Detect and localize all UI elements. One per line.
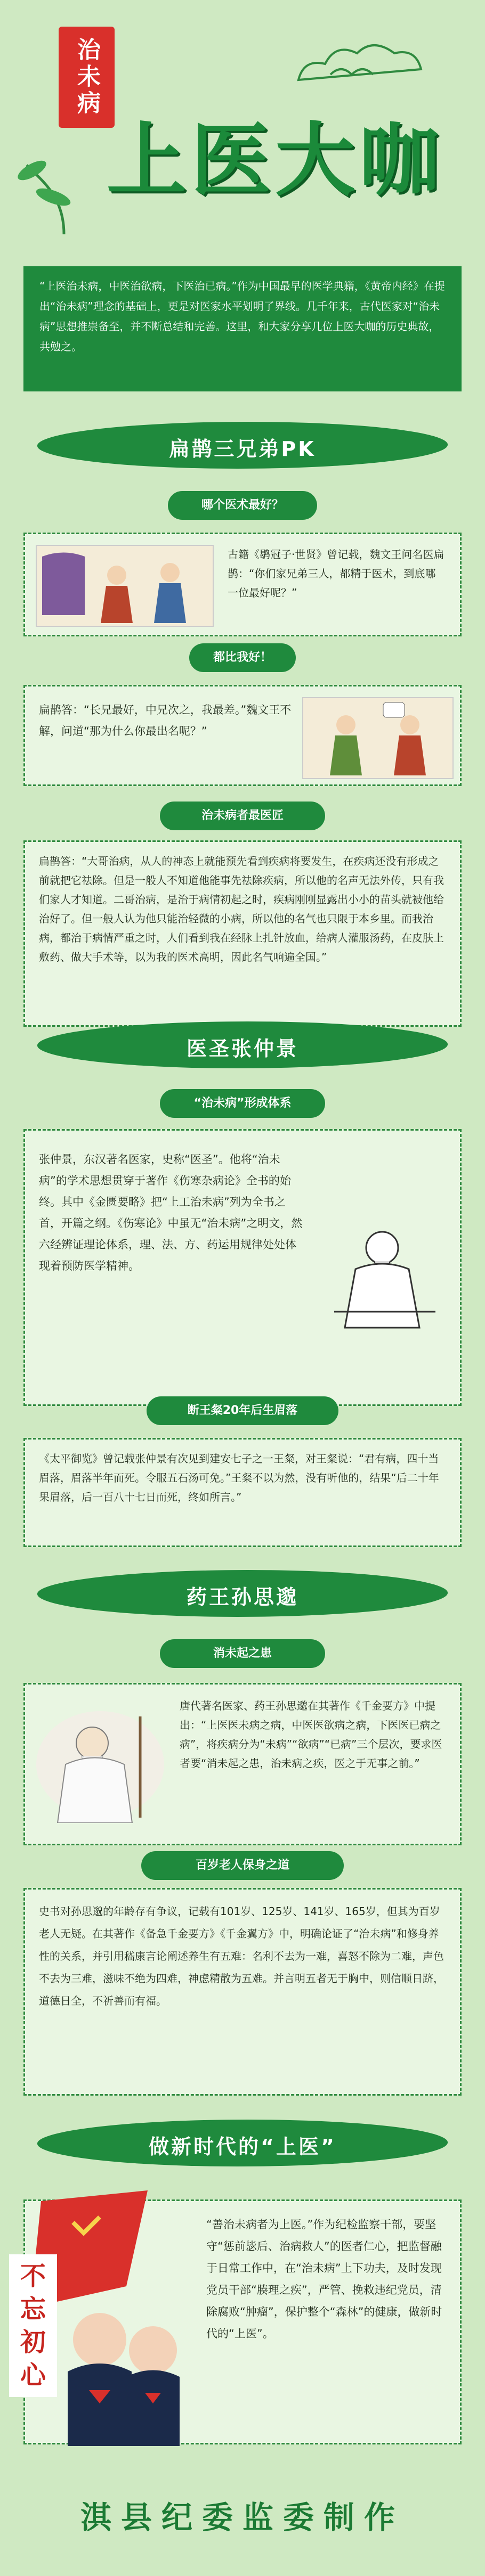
section3-card-2: [23, 1888, 462, 2096]
seal-text: 治未病: [73, 37, 100, 117]
section4-text: “善治未病者为上医。”作为纪检监察干部，要坚守“惩前毖后、治病救人”的医者仁心，把监督融于日常工作中，在“治未病”上下功夫，及时发现党员干部“腠理之疾”，严管、挽救违纪党员，清除腐败“肿瘤”，保护整个“森林”的健康，做新时代的“上医”。: [206, 2218, 442, 2340]
section1-pill-1: 哪个医术最好？: [168, 491, 317, 520]
section1-text-2: 扁鹊答：“长兄最好，中兄次之，我最差。”魏文王不解，问道“那为什么你最出名呢？”: [39, 704, 292, 738]
section2-title: 医圣张仲景: [186, 1037, 298, 1060]
section2-pill-1: “治未病”形成体系: [160, 1089, 325, 1118]
illustration-bian-que: [302, 697, 454, 779]
section2-card-1: [23, 1129, 462, 1406]
illustration-king-and-doctor: [36, 545, 214, 627]
intro-card: [23, 266, 462, 391]
section1-title: 扁鹊三兄弟PK: [169, 437, 316, 461]
illustration-party-poster: [9, 2180, 201, 2446]
intro-text: “上医治未病，中医治欲病，下医治已病。”作为中国最早的医学典籍，《黄帝内经》在提出“治未病”理念的基础上，更是对医家水平划明了界线。几千年来，古代医家对“治未病”思想推崇备至，并不断总结和完善。这里，和大家分享几位上医大咖的历史典故，共勉之。: [39, 280, 445, 353]
section2-text-2: 《太平御览》曾记载张仲景有次见到建安七子之一王粲，对王粲说：“君有病，四十当眉落，眉落半年而死。令服五石汤可免。”王粲不以为然，没有听他的，结果“后二十年果眉落，后一百八十七日而死，终如所言。”: [39, 1452, 439, 1503]
section1-card-1: [23, 533, 462, 636]
section3-banner: [37, 1570, 448, 1617]
section1-text-3: 扁鹊答：“大哥治病，从人的神态上就能预先看到疾病将要发生，在疾病还没有形成之前就把它祛除。但是一般人不知道他能事先祛除疾病，所以他的名声无法外传，只有我们家人才知道。二哥治病，是治于病情初起之时，疾病刚刚显露出小小的苗头就被他给治好了。但一般人认为他只能治轻微的小病，所以他的名气也只限于本乡里。而我治病，都治于病情严重之时，人们看到我在经脉上扎针放血，给病人灌服汤药，在皮肤上敷药、做大手术等，以为我的医术高明，因此名气响遍全国。”: [39, 855, 444, 963]
section4-banner: [37, 2120, 448, 2166]
section3-text-1: 唐代著名医家、药王孙思邈在其著作《千金要方》中提出：“上医医未病之病，中医医欲病之病，下医医已病之病”，将疾病分为“未病”“欲病”“已病”三个层次，要求医者要“消未起之患，治未病之疾，医之于无事之前。”: [180, 1699, 442, 1770]
section1-card-3: [23, 840, 462, 1027]
section3-pill-2: 百岁老人保身之道: [141, 1851, 344, 1880]
header: [0, 0, 485, 256]
section3-card-1: [23, 1683, 462, 1845]
cloud-decoration-icon: [288, 32, 458, 96]
section3-title: 药王孙思邈: [186, 1585, 298, 1609]
illustration-sun-simiao: [34, 1706, 167, 1823]
section2-banner: [37, 1021, 448, 1068]
illustration-zhang-zhongjing: [324, 1216, 446, 1333]
footer-credit: 淇县纪委监委制作: [80, 2499, 405, 2536]
section4-title: 做新时代的“上医”: [149, 2135, 336, 2158]
poster-text: 不忘初心: [9, 2254, 57, 2397]
section1-pill-2: 都比我好！: [189, 643, 296, 672]
section1-banner: [37, 422, 448, 469]
section2-pill-2: 断王粲20年后生眉落: [147, 1396, 338, 1425]
section1-pill-3: 治未病者最医匠: [160, 802, 325, 830]
section2-card-2: [23, 1438, 462, 1547]
section1-card-2: [23, 685, 462, 786]
section3-pill-1: 消未起之患: [160, 1639, 325, 1668]
section4-card: [20, 2199, 462, 2444]
section1-text-1: 古籍《鹖冠子·世贤》曾记载，魏文王问名医扁鹊：“你们家兄弟三人，都精于医术，到底哪一位最好呢？”: [228, 548, 444, 599]
page-title: 上医大咖: [107, 115, 444, 207]
section3-text-2: 史书对孙思邈的年龄存有争议，记载有101岁、125岁、141岁、165岁，但其为百岁老人无疑。在其著作《备急千金要方》《千金翼方》中，明确论证了“治未病”和修身养性的关系，并引用嵇康言论阐述养生有五难：名利不去为一难，喜怒不除为二难，声色不去为三难，滋味不绝为四难，神虑精散为五难。并言明五者无于胸中，则信顺日跻，道德日全，不祈善而有福。: [39, 1905, 444, 2007]
section2-text-1: 张仲景，东汉著名医家，史称“医圣”。他将“治未病”的学术思想贯穿于著作《伤寒杂病论》全书的始终。其中《金匮要略》把“上工治未病”列为全书之首，开篇之纲。《伤寒论》中虽无“治未病”之明文，然六经辨证理论体系，理、法、方、药运用规律处处体现着预防医学精神。: [39, 1153, 303, 1272]
plant-decoration-icon: [11, 133, 117, 240]
